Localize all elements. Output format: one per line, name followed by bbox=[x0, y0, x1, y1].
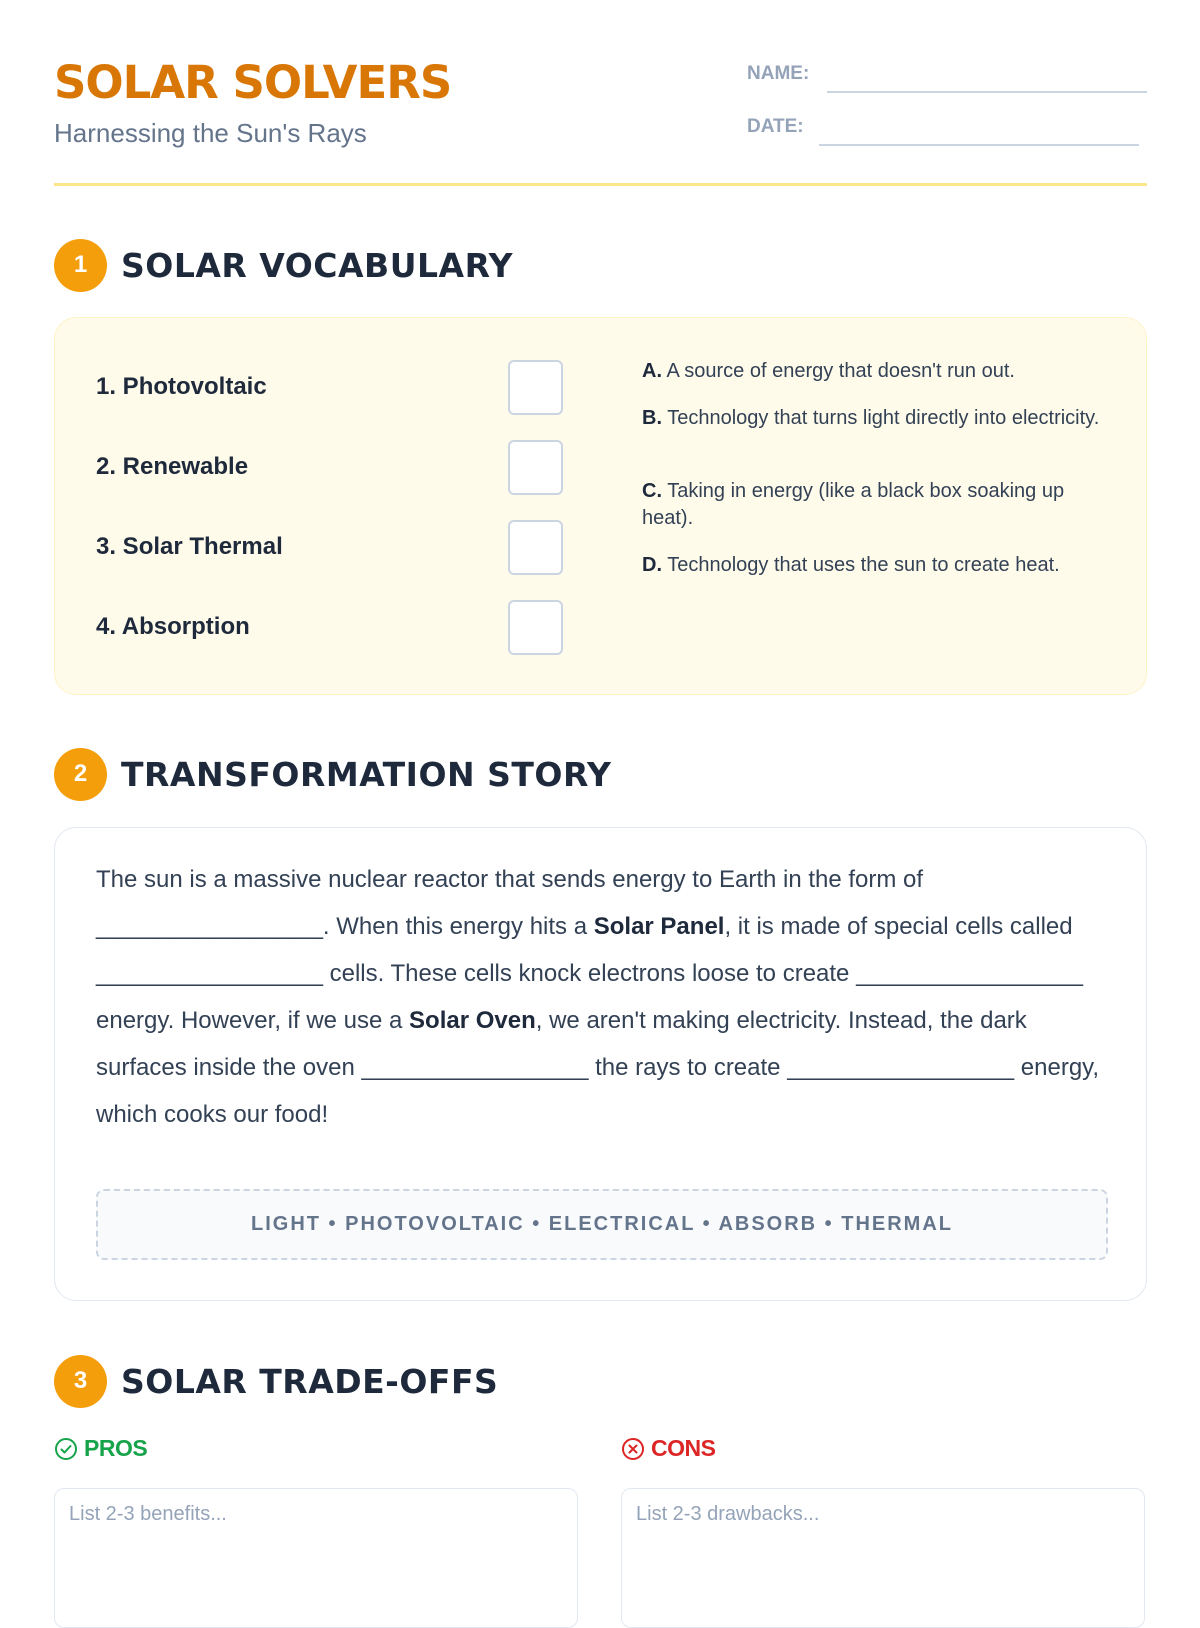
story-text: The sun is a massive nuclear reactor that sends energy to Earth in the form of bbox=[96, 866, 924, 893]
definition-text: Technology that uses the sun to create heat. bbox=[667, 554, 1060, 576]
worksheet-subtitle: Harnessing the Sun's Rays bbox=[54, 118, 367, 148]
story-text: energy. However, if we use a bbox=[96, 1007, 403, 1034]
cons-input[interactable] bbox=[621, 1488, 1145, 1628]
section-number-badge: 2 bbox=[54, 748, 107, 801]
definition-text: Taking in energy (like a black box soaking up heat). bbox=[642, 480, 1065, 529]
vocab-definition bbox=[642, 358, 1112, 385]
section-number-badge: 3 bbox=[54, 1355, 107, 1408]
pros-label-text: PROS bbox=[84, 1435, 148, 1461]
section-tradeoffs-heading bbox=[54, 1353, 498, 1409]
definition-letter: D. bbox=[642, 554, 662, 576]
vocab-term: 1. Photovoltaic bbox=[96, 373, 267, 400]
word-bank: LIGHT • PHOTOVOLTAIC • ELECTRICAL • ABSORB • THERMAL bbox=[96, 1189, 1108, 1260]
section-title: SOLAR VOCABULARY bbox=[121, 245, 514, 285]
date-field[interactable] bbox=[819, 144, 1139, 146]
vocab-term: 2. Renewable bbox=[96, 453, 249, 480]
story-bold-term: Solar Panel bbox=[593, 913, 725, 940]
story-text: , we aren't making electricity. Instead, the dark surfaces inside the oven bbox=[96, 1007, 1027, 1081]
fill-blank-4[interactable]: _________________ bbox=[361, 1054, 589, 1081]
name-label: NAME: bbox=[747, 63, 810, 84]
section-title: SOLAR TRADE-OFFS bbox=[121, 1361, 499, 1401]
story-text: the rays to create bbox=[595, 1054, 781, 1081]
vocab-term: 3. Solar Thermal bbox=[96, 533, 283, 560]
fill-blank-2[interactable]: _________________ bbox=[96, 960, 323, 987]
pros-input[interactable] bbox=[54, 1488, 578, 1628]
check-circle-icon bbox=[54, 1437, 78, 1461]
date-label: DATE: bbox=[747, 116, 804, 137]
vocab-answer-box[interactable] bbox=[508, 600, 563, 655]
section-vocabulary-heading bbox=[54, 237, 513, 293]
vocab-definition bbox=[642, 552, 1112, 579]
story-text: , it is made of special cells called bbox=[724, 913, 1073, 940]
cons-label-text: CONS bbox=[651, 1435, 716, 1461]
vocab-definition bbox=[642, 405, 1112, 432]
definition-text: Technology that turns light directly into electricity. bbox=[667, 407, 1100, 429]
worksheet-title: SOLAR SOLVERS bbox=[54, 56, 452, 109]
definition-letter: A. bbox=[642, 360, 662, 382]
story-text: energy, which cooks our food! bbox=[96, 1054, 1100, 1128]
vocabulary-panel bbox=[54, 317, 1147, 695]
definition-letter: C. bbox=[642, 480, 662, 502]
fill-blank-3[interactable]: _________________ bbox=[856, 960, 1083, 987]
section-story-heading bbox=[54, 746, 611, 802]
story-text: cells. These cells knock electrons loose to create bbox=[329, 960, 850, 987]
story-text: . When this energy hits a bbox=[322, 913, 588, 940]
definition-text: A source of energy that doesn't run out. bbox=[666, 360, 1015, 382]
worksheet-page bbox=[54, 0, 1147, 1461]
cons-label bbox=[621, 1435, 715, 1462]
section-number-badge: 1 bbox=[54, 239, 107, 292]
story-panel bbox=[54, 827, 1147, 1301]
story-bold-term: Solar Oven bbox=[409, 1007, 536, 1034]
worksheet-header bbox=[54, 0, 1147, 186]
story-paragraph bbox=[96, 856, 1111, 1138]
vocab-term: 4. Absorption bbox=[96, 613, 250, 640]
name-field[interactable] bbox=[827, 91, 1147, 93]
section-title: TRANSFORMATION STORY bbox=[121, 754, 612, 794]
vocab-answer-box[interactable] bbox=[508, 360, 563, 415]
fill-blank-1[interactable]: _________________ bbox=[96, 913, 323, 940]
vocab-answer-box[interactable] bbox=[508, 520, 563, 575]
x-circle-icon bbox=[621, 1437, 645, 1461]
vocab-answer-box[interactable] bbox=[508, 440, 563, 495]
vocab-definition bbox=[642, 478, 1112, 532]
fill-blank-5[interactable]: _________________ bbox=[787, 1054, 1015, 1081]
definition-letter: B. bbox=[642, 407, 662, 429]
pros-label bbox=[54, 1435, 147, 1462]
